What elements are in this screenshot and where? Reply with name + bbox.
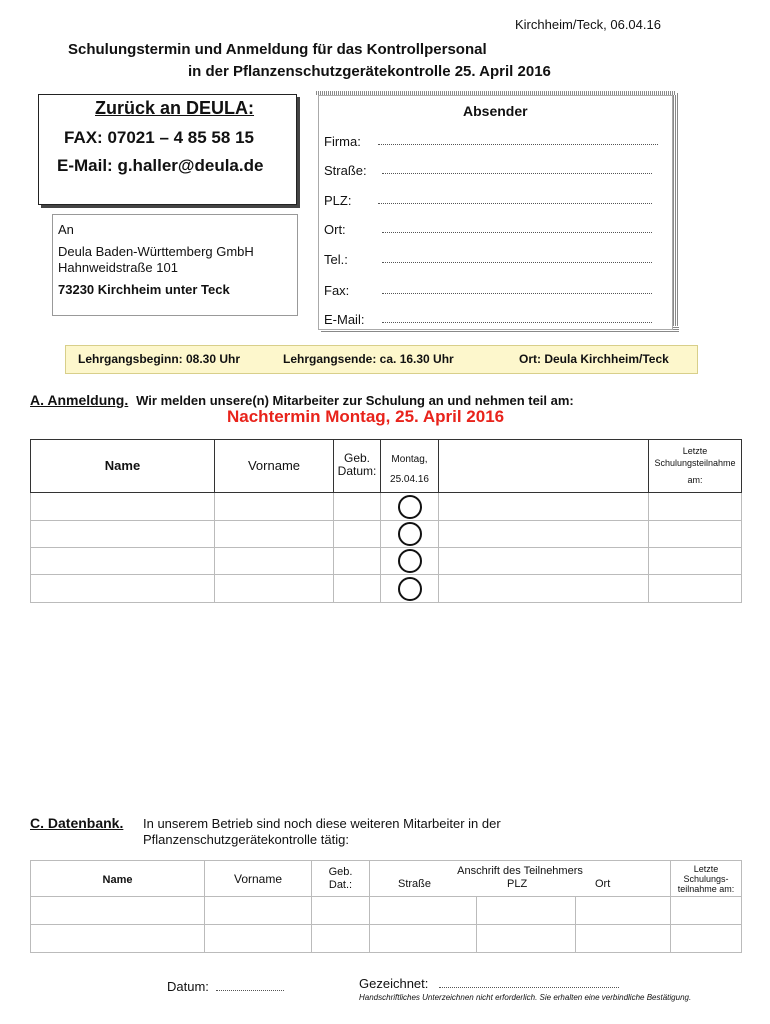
attendance-checkbox[interactable] (398, 495, 422, 519)
sender-label-fax: Fax: (324, 283, 350, 298)
address-company: Deula Baden-Württemberg GmbH (58, 244, 254, 259)
sender-label-email: E-Mail: (324, 312, 365, 327)
cell-geb[interactable] (334, 493, 381, 521)
database-table (30, 860, 742, 953)
cell-letzte[interactable] (649, 548, 742, 575)
db-cell[interactable] (370, 897, 477, 925)
db-col-geb-1: Geb. (328, 865, 353, 878)
gezeichnet-label: Gezeichnet: (359, 976, 429, 991)
cell-geb[interactable] (334, 548, 381, 575)
db-col-geb-2: Dat.: (328, 878, 353, 891)
db-cell[interactable] (671, 925, 742, 953)
cell-vorname[interactable] (215, 575, 334, 603)
db-col-letzte-3: teilnahme am: (677, 883, 735, 894)
table-row (31, 897, 742, 925)
cell-name[interactable] (31, 521, 215, 548)
cell-letzte[interactable] (649, 575, 742, 603)
col-geb-1: Geb. (343, 451, 370, 465)
sender-field-tel[interactable] (382, 262, 652, 263)
db-cell[interactable] (205, 925, 312, 953)
cell-name[interactable] (31, 548, 215, 575)
db-col-anschrift: Anschrift des Teilnehmers (457, 865, 583, 877)
address-city: 73230 Kirchheim unter Teck (58, 282, 230, 297)
table-row (31, 521, 742, 548)
db-col-vorname: Vorname (233, 871, 283, 886)
page-title-line1: Schulungstermin und Anmeldung für das Kontrollpersonal (68, 41, 487, 58)
sender-label-ort: Ort: (324, 222, 346, 237)
table-row (31, 493, 742, 521)
course-location: Ort: Deula Kirchheim/Teck (519, 352, 669, 366)
cell-vorname[interactable] (215, 521, 334, 548)
table-row (31, 575, 742, 603)
col-letzte-2: Schulungsteilnahme (654, 458, 736, 468)
cell-vorname[interactable] (215, 548, 334, 575)
col-letzte-1: Letzte (682, 446, 708, 456)
col-letzte-3: am: (687, 475, 703, 485)
section-a-text: Wir melden unsere(n) Mitarbeiter zur Schulung an und nehmen teil am: (136, 393, 574, 408)
registration-header-row (31, 440, 742, 493)
sender-label-strasse: Straße: (324, 163, 367, 178)
db-col-plz: PLZ (507, 878, 528, 890)
signature-field[interactable] (439, 987, 619, 988)
return-heading: Zurück an DEULA: (95, 98, 255, 118)
address-street: Hahnweidstraße 101 (58, 260, 178, 275)
sender-label-firma: Firma: (324, 134, 361, 149)
col-montag-2: 25.04.16 (390, 474, 429, 485)
section-c-text-line1: In unserem Betrieb sind noch diese weiteren Mitarbeiter in der (143, 816, 501, 831)
db-cell[interactable] (576, 897, 671, 925)
db-cell[interactable] (370, 925, 477, 953)
sender-field-plz[interactable] (378, 203, 652, 204)
cell-vorname[interactable] (215, 493, 334, 521)
datum-label: Datum: (167, 979, 209, 994)
section-a-label: A. Anmeldung. (30, 392, 129, 408)
address-an: An (58, 222, 74, 237)
cell-name[interactable] (31, 493, 215, 521)
sender-field-fax[interactable] (382, 293, 652, 294)
section-c-label: C. Datenbank. (30, 815, 124, 831)
db-cell[interactable] (205, 897, 312, 925)
course-start: Lehrgangsbeginn: 08.30 Uhr (78, 352, 241, 366)
table-row (31, 548, 742, 575)
signature-note: Handschriftliches Unterzeichnen nicht erforderlich. Sie erhalten eine verbindliche Bestätigung. (359, 993, 692, 1002)
place-date: Kirchheim/Teck, 06.04.16 (515, 17, 661, 32)
db-cell[interactable] (671, 897, 742, 925)
db-col-ort: Ort (595, 878, 611, 890)
page-title-line2: in der Pflanzenschutzgerätekontrolle 25. April 2016 (188, 63, 551, 80)
database-header-row (31, 861, 742, 897)
table-row (31, 925, 742, 953)
cell-geb[interactable] (334, 521, 381, 548)
sender-field-email[interactable] (382, 322, 652, 323)
attendance-checkbox[interactable] (398, 577, 422, 601)
col-geb-2: Datum: (337, 464, 377, 478)
db-cell[interactable] (576, 925, 671, 953)
section-a-highlight: Nachtermin Montag, 25. April 2016 (227, 407, 505, 426)
course-info-bar (65, 345, 698, 374)
registration-table (30, 439, 742, 603)
cell-geb[interactable] (334, 575, 381, 603)
attendance-checkbox[interactable] (398, 549, 422, 573)
db-cell[interactable] (31, 897, 205, 925)
sender-heading: Absender (463, 103, 528, 119)
col-vorname: Vorname (247, 458, 301, 473)
db-col-strasse: Straße (398, 878, 432, 890)
db-cell[interactable] (312, 897, 370, 925)
return-fax: FAX: 07021 – 4 85 58 15 (64, 128, 254, 147)
course-end: Lehrgangsende: ca. 16.30 Uhr (283, 352, 454, 366)
attendance-checkbox[interactable] (398, 522, 422, 546)
db-cell[interactable] (312, 925, 370, 953)
return-email: E-Mail: g.haller@deula.de (57, 156, 264, 175)
datum-field[interactable] (216, 990, 284, 991)
section-a-heading (30, 392, 574, 408)
cell-name[interactable] (31, 575, 215, 603)
sender-field-strasse[interactable] (382, 173, 652, 174)
db-col-letzte-1: Letzte (693, 863, 719, 874)
sender-field-firma[interactable] (378, 144, 658, 145)
db-cell[interactable] (477, 897, 576, 925)
db-col-name: Name (102, 873, 133, 886)
cell-letzte[interactable] (649, 521, 742, 548)
sender-label-plz: PLZ: (324, 193, 352, 208)
col-montag-1: Montag, (391, 454, 428, 465)
db-col-letzte-2: Schulungs- (683, 873, 729, 884)
section-c-text-line2: Pflanzenschutzgerätekontrolle tätig: (143, 832, 349, 847)
sender-label-tel: Tel.: (324, 252, 348, 267)
sender-field-ort[interactable] (382, 232, 652, 233)
cell-letzte[interactable] (649, 493, 742, 521)
db-cell[interactable] (31, 925, 205, 953)
db-cell[interactable] (477, 925, 576, 953)
col-name: Name (104, 458, 141, 473)
